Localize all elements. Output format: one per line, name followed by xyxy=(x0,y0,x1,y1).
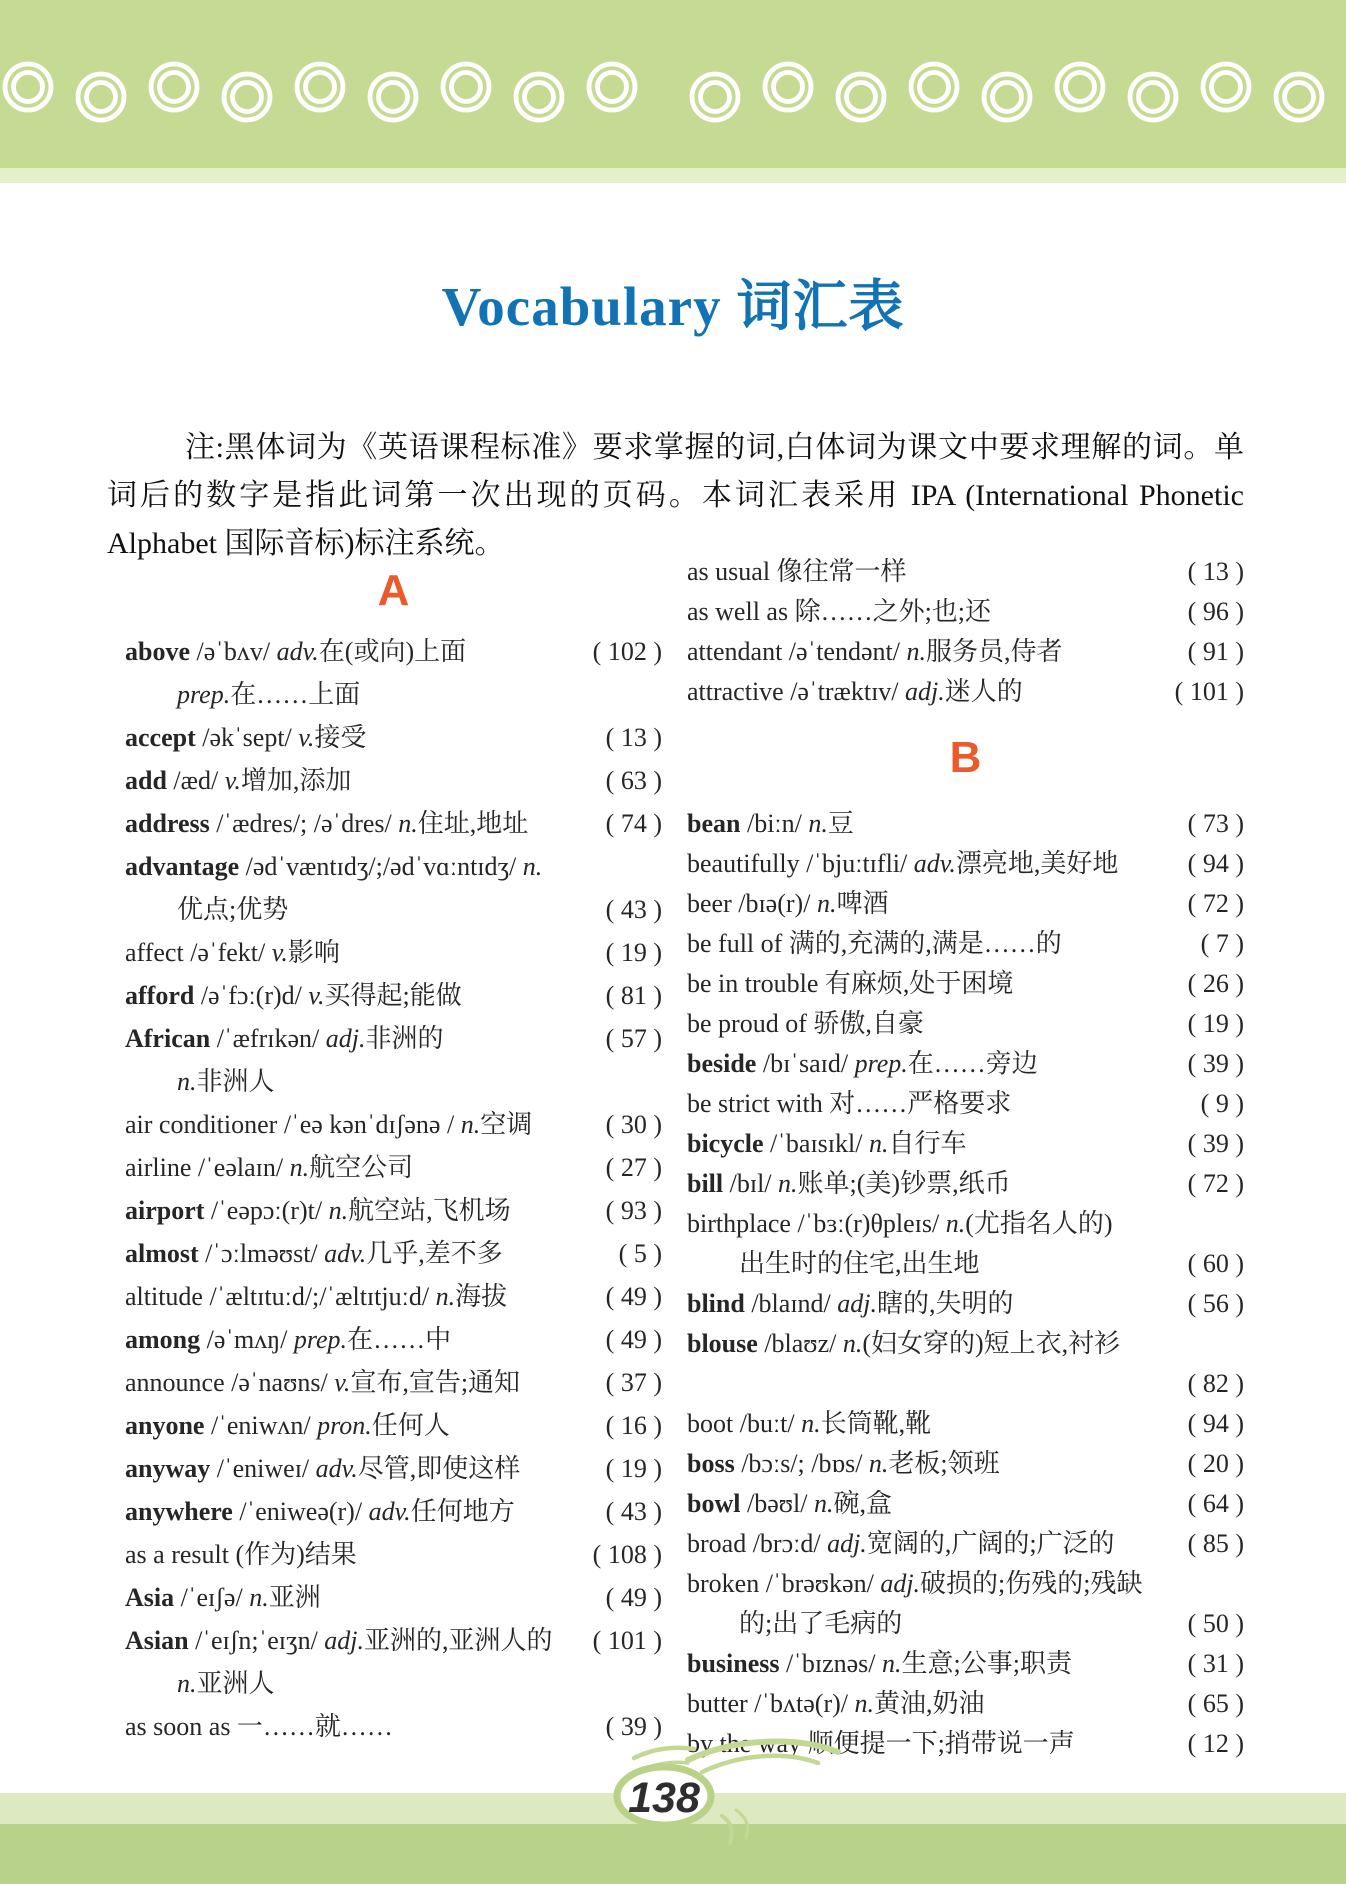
vocab-text: air conditioner /ˈeə kənˈdɪʃənə / n.空调 xyxy=(125,1110,533,1139)
vocab-text: bicycle /ˈbaɪsɪkl/ n.自行车 xyxy=(687,1129,967,1158)
vocab-text: be full of 满的,充满的,满是……的 xyxy=(687,929,1062,958)
page-reference: ( 65 ) xyxy=(1187,1689,1244,1718)
page-reference: ( 102 ) xyxy=(592,637,662,666)
vocab-line xyxy=(125,630,662,673)
page-reference: ( 43 ) xyxy=(605,895,662,924)
page-reference: ( 56 ) xyxy=(1187,1289,1244,1318)
vocab-text: airline /ˈeəlaɪn/ n.航空公司 xyxy=(125,1153,414,1182)
page-reference: ( 13 ) xyxy=(1187,557,1244,586)
page-reference: ( 7 ) xyxy=(1200,929,1244,958)
vocab-text: anyway /ˈeniweɪ/ adv.尽管,即使这样 xyxy=(125,1454,521,1483)
vocab-line xyxy=(125,1017,662,1060)
vocab-line xyxy=(687,1404,1244,1444)
vocab-line xyxy=(125,1232,662,1275)
vocab-text: boot /buːt/ n.长筒靴,靴 xyxy=(687,1409,932,1438)
vocab-line xyxy=(125,974,662,1017)
page-reference: ( 37 ) xyxy=(605,1368,662,1397)
vocab-text: business /ˈbɪznəs/ n.生意;公事;职责 xyxy=(687,1649,1072,1678)
vocab-note: 注:黑体词为《英语课程标准》要求掌握的词,白体词为课文中要求理解的词。单词后的数字是指此词第一次出现的页码。本词汇表采用 IPA (International Phonetic Alphabet 国际音标)标注系统。 xyxy=(107,431,1244,560)
page-reference: ( 12 ) xyxy=(1187,1729,1244,1758)
page-reference: ( 49 ) xyxy=(605,1325,662,1354)
vocab-text: altitude /ˈæltɪtuːd/;/ˈæltɪtjuːd/ n.海拔 xyxy=(125,1282,508,1311)
vocab-text: as a result (作为)结果 xyxy=(125,1540,357,1569)
vocab-text: African /ˈæfrɪkən/ adj.非洲的 xyxy=(125,1024,444,1053)
vocab-line xyxy=(125,716,662,759)
vocab-text: n.非洲人 xyxy=(177,1067,275,1096)
vocab-text: anyone /ˈeniwʌn/ pron.任何人 xyxy=(125,1411,450,1440)
page-reference: ( 31 ) xyxy=(1187,1649,1244,1678)
vocab-line xyxy=(125,845,662,888)
vocab-line xyxy=(125,1576,662,1619)
page-reference: ( 74 ) xyxy=(605,809,662,838)
vocab-text: beside /bɪˈsaɪd/ prep.在……旁边 xyxy=(687,1049,1038,1078)
vocab-line xyxy=(687,844,1244,884)
vocab-text: broad /brɔːd/ adj.宽阔的,广阔的;广泛的 xyxy=(687,1529,1115,1558)
vocab-line xyxy=(687,592,1244,632)
vocab-line xyxy=(125,1490,662,1533)
vocab-line xyxy=(687,964,1244,1004)
vocab-line xyxy=(687,1444,1244,1484)
vocab-line xyxy=(125,759,662,802)
vocab-line xyxy=(125,1447,662,1490)
section-letter: A xyxy=(377,566,410,615)
vocab-line xyxy=(687,1164,1244,1204)
page-reference: ( 73 ) xyxy=(1187,809,1244,838)
vocab-text: beer /bɪə(r)/ n.啤酒 xyxy=(687,889,889,918)
page-reference: ( 64 ) xyxy=(1187,1489,1244,1518)
page-reference: ( 5 ) xyxy=(618,1239,662,1268)
vocab-line xyxy=(687,1684,1244,1724)
page-reference: ( 19 ) xyxy=(605,938,662,967)
vocab-text: birthplace /ˈbɜː(r)θpleɪs/ n.(尤指名人的) xyxy=(687,1209,1113,1238)
page-reference: ( 43 ) xyxy=(605,1497,662,1526)
vocab-line xyxy=(687,1284,1244,1324)
vocab-line xyxy=(687,924,1244,964)
vocab-line xyxy=(687,804,1244,844)
vocab-text: attractive /əˈtræktɪv/ adj.迷人的 xyxy=(687,677,1023,706)
vocab-line xyxy=(687,1044,1244,1084)
page-reference: ( 63 ) xyxy=(605,766,662,795)
vocab-line xyxy=(687,1524,1244,1564)
page-reference: ( 49 ) xyxy=(605,1282,662,1311)
page-reference: ( 50 ) xyxy=(1187,1609,1244,1638)
vocab-text: advantage /ədˈvæntɪdʒ/;/ədˈvɑːntɪdʒ/ n. xyxy=(125,852,543,881)
page-reference: ( 72 ) xyxy=(1187,889,1244,918)
page-reference: ( 81 ) xyxy=(605,981,662,1010)
page-reference: ( 94 ) xyxy=(1187,849,1244,878)
page-reference: ( 91 ) xyxy=(1187,637,1244,666)
vocab-line xyxy=(687,1364,1244,1404)
vocab-line xyxy=(125,1189,662,1232)
vocab-line xyxy=(687,1004,1244,1044)
vocab-text: among /əˈmʌŋ/ prep.在……中 xyxy=(125,1325,452,1354)
vocab-text: almost /ˈɔːlməʊst/ adv.几乎,差不多 xyxy=(125,1239,503,1268)
vocab-text: be proud of 骄傲,自豪 xyxy=(687,1009,924,1038)
vocab-text: above /əˈbʌv/ adv.在(或向)上面 xyxy=(125,637,467,666)
ring-icon xyxy=(0,0,1346,168)
vocab-line xyxy=(687,1204,1244,1244)
vocab-text: as well as 除……之外;也;还 xyxy=(687,597,992,626)
vocab-line xyxy=(125,1146,662,1189)
header-strip xyxy=(0,168,1346,183)
vocab-text: Asian /ˈeɪʃn;ˈeɪʒn/ adj.亚洲的,亚洲人的 xyxy=(125,1626,553,1655)
vocab-text: blouse /blaʊz/ n.(妇女穿的)短上衣,衬衫 xyxy=(687,1329,1121,1358)
vocab-line xyxy=(125,1533,662,1576)
vocab-line xyxy=(125,1103,662,1146)
vocab-text: butter /ˈbʌtə(r)/ n.黄油,奶油 xyxy=(687,1689,985,1718)
vocab-text: be strict with 对……严格要求 xyxy=(687,1089,1012,1118)
vocab-text: beautifully /ˈbjuːtɪfli/ adv.漂亮地,美好地 xyxy=(687,849,1119,878)
vocab-line xyxy=(687,1324,1244,1364)
page-reference: ( 85 ) xyxy=(1187,1529,1244,1558)
page-reference: ( 9 ) xyxy=(1200,1089,1244,1118)
vocab-line xyxy=(125,1361,662,1404)
vocab-line xyxy=(125,1318,662,1361)
vocab-line xyxy=(125,1275,662,1318)
page-reference: ( 13 ) xyxy=(605,723,662,752)
vocab-line-continuation xyxy=(687,1244,1244,1284)
section-heading xyxy=(687,712,1244,804)
page-reference: ( 39 ) xyxy=(1187,1129,1244,1158)
vocab-line xyxy=(687,672,1244,712)
vocab-line xyxy=(687,1084,1244,1124)
page-number-badge xyxy=(560,1736,960,1856)
vocab-text: accept /əkˈsept/ v.接受 xyxy=(125,723,367,752)
page-reference: ( 96 ) xyxy=(1187,597,1244,626)
vocab-line xyxy=(687,632,1244,672)
vocab-text: by the way 顺便提一下;捎带说一声 xyxy=(687,1729,1075,1758)
section-letter: B xyxy=(949,733,982,782)
page-reference: ( 26 ) xyxy=(1187,969,1244,998)
page-reference: ( 101 ) xyxy=(1174,677,1244,706)
vocab-column-left xyxy=(125,552,662,1748)
vocab-text: 的;出了毛病的 xyxy=(739,1609,903,1638)
vocab-text: as soon as 一……就…… xyxy=(125,1712,393,1741)
page-reference: ( 19 ) xyxy=(605,1454,662,1483)
vocab-text: anywhere /ˈeniweə(r)/ adv.任何地方 xyxy=(125,1497,515,1526)
section-heading xyxy=(125,552,662,630)
vocab-line xyxy=(125,1619,662,1662)
page-reference: ( 19 ) xyxy=(1187,1009,1244,1038)
page-reference: ( 39 ) xyxy=(1187,1049,1244,1078)
vocab-text: boss /bɔːs/; /bɒs/ n.老板;领班 xyxy=(687,1449,1000,1478)
vocab-text: address /ˈædres/; /əˈdres/ n.住址,地址 xyxy=(125,809,529,838)
vocab-line-continuation xyxy=(125,888,662,931)
page-reference: ( 27 ) xyxy=(605,1153,662,1182)
vocab-line xyxy=(125,1404,662,1447)
page-title: Vocabulary 词汇表 xyxy=(441,276,905,337)
vocab-line xyxy=(125,802,662,845)
vocab-line-continuation xyxy=(687,1604,1244,1644)
vocab-line xyxy=(125,931,662,974)
page-reference: ( 49 ) xyxy=(605,1583,662,1612)
vocab-line-continuation xyxy=(125,1662,662,1705)
page-reference: ( 72 ) xyxy=(1187,1169,1244,1198)
vocab-text: n.亚洲人 xyxy=(177,1669,275,1698)
vocab-line xyxy=(687,1124,1244,1164)
vocab-line-continuation xyxy=(125,673,662,716)
vocab-text: 出生时的住宅,出生地 xyxy=(739,1249,980,1278)
vocab-line xyxy=(687,552,1244,592)
page-reference: ( 82 ) xyxy=(1187,1369,1244,1398)
vocab-text: 优点;优势 xyxy=(177,895,289,924)
page-reference: ( 39 ) xyxy=(605,1712,662,1741)
page-reference: ( 16 ) xyxy=(605,1411,662,1440)
vocab-text: afford /əˈfɔː(r)d/ v.买得起;能做 xyxy=(125,981,462,1010)
vocab-text: announce /əˈnaʊns/ v.宣布,宣告;通知 xyxy=(125,1368,521,1397)
vocab-text: add /æd/ v.增加,添加 xyxy=(125,766,352,795)
page-reference: ( 30 ) xyxy=(605,1110,662,1139)
vocab-line xyxy=(687,1644,1244,1684)
vocab-line-continuation xyxy=(125,1060,662,1103)
vocab-line xyxy=(687,884,1244,924)
page-number: 138 xyxy=(628,1774,700,1822)
vocab-text: broken /ˈbrəʊkən/ adj.破损的;伤残的;残缺 xyxy=(687,1569,1143,1598)
page-reference: ( 101 ) xyxy=(592,1626,662,1655)
vocab-text: prep.在……上面 xyxy=(177,680,361,709)
vocab-text: as usual 像往常一样 xyxy=(687,557,907,586)
vocab-line xyxy=(687,1564,1244,1604)
vocab-text: Asia /ˈeɪʃə/ n.亚洲 xyxy=(125,1583,321,1612)
page-reference: ( 108 ) xyxy=(592,1540,662,1569)
page-reference: ( 60 ) xyxy=(1187,1249,1244,1278)
vocab-text: bean /biːn/ n.豆 xyxy=(687,809,854,838)
vocab-text: bill /bɪl/ n.账单;(美)钞票,纸币 xyxy=(687,1169,1011,1198)
vocab-line xyxy=(687,1484,1244,1524)
vocab-text: bowl /bəʊl/ n.碗,盒 xyxy=(687,1489,892,1518)
page-reference: ( 93 ) xyxy=(605,1196,662,1225)
vocab-text: blind /blaɪnd/ adj.瞎的,失明的 xyxy=(687,1289,1014,1318)
page-reference: ( 57 ) xyxy=(605,1024,662,1053)
page-reference: ( 94 ) xyxy=(1187,1409,1244,1438)
vocab-text: affect /əˈfekt/ v.影响 xyxy=(125,938,340,967)
vocab-text: airport /ˈeəpɔː(r)t/ n.航空站,飞机场 xyxy=(125,1196,511,1225)
vocab-text: attendant /əˈtendənt/ n.服务员,侍者 xyxy=(687,637,1063,666)
page-reference: ( 20 ) xyxy=(1187,1449,1244,1478)
vocab-column-right xyxy=(687,552,1244,1764)
vocab-text: be in trouble 有麻烦,处于困境 xyxy=(687,969,1014,998)
